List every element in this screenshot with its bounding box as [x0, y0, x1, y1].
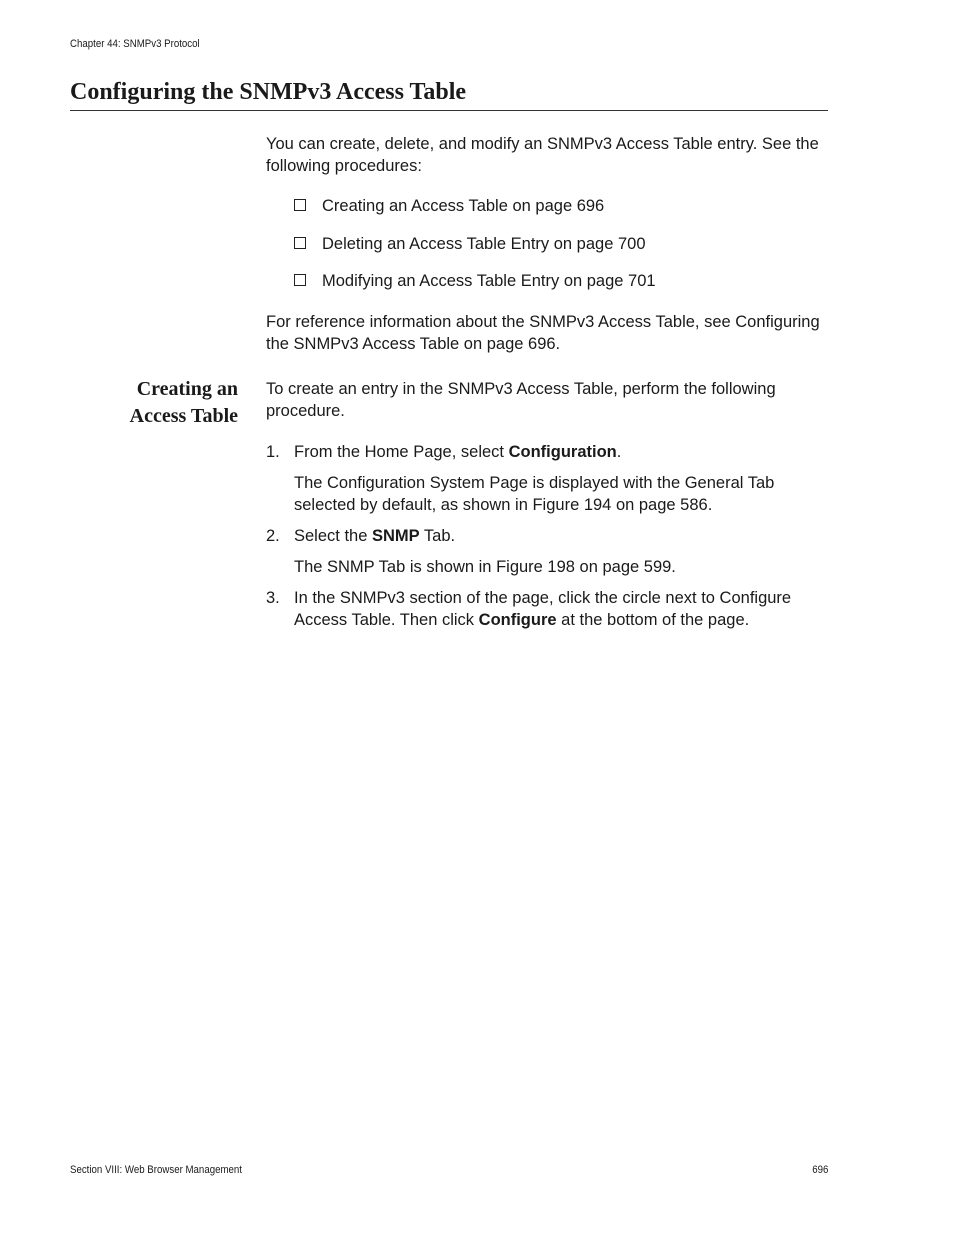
list-item-text: Deleting an Access Table Entry on page 700	[322, 235, 646, 253]
step-number: 1.	[266, 443, 280, 461]
step-number: 3.	[266, 589, 280, 607]
subsection-intro: To create an entry in the SNMPv3 Access Table, perform the following procedure.	[266, 380, 776, 420]
step-text: From the Home Page, select Configuration.	[294, 443, 622, 461]
ui-term: SNMP	[371, 527, 420, 545]
step-text: Select the SNMP Tab.	[294, 527, 456, 545]
running-footer: Section VIII: Web Browser Management	[70, 1164, 242, 1176]
step-number: 2.	[266, 527, 280, 545]
checkbox-bullet-icon	[294, 274, 306, 286]
intro-paragraph: You can create, delete, and modify an SNMPv3 Access Table entry. See the following procedures:	[266, 135, 819, 175]
page-number: 696	[811, 1164, 828, 1176]
subsection-heading	[70, 376, 238, 430]
subsection-heading-line: Creating an	[136, 378, 238, 400]
running-header: Chapter 44: SNMPv3 Protocol	[70, 38, 200, 50]
step-item	[266, 587, 828, 631]
list-item-text: Creating an Access Table on page 696	[322, 197, 605, 215]
checkbox-bullet-icon	[294, 237, 306, 249]
list-item-text: Modifying an Access Table Entry on page 701	[322, 272, 656, 290]
ui-term: Configure	[478, 611, 557, 629]
list-item	[294, 195, 828, 217]
reference-paragraph: For reference information about the SNMPv3 Access Table, see Configuring the SNMPv3 Access Table on page 696.	[266, 313, 820, 353]
list-item	[294, 270, 828, 292]
step-note: The Configuration System Page is displayed with the General Tab selected by default, as shown in Figure 194 on page 586.	[294, 474, 775, 514]
list-item	[294, 233, 828, 255]
checkbox-bullet-icon	[294, 199, 306, 211]
step-item	[266, 441, 828, 463]
ui-term: Configuration	[508, 443, 617, 461]
step-item	[266, 525, 828, 547]
subsection-heading-line: Access Table	[129, 405, 238, 427]
step-text: In the SNMPv3 section of the page, click the circle next to Configure Access Table. Then click Configure at the bottom of the page.	[294, 589, 792, 629]
section-title: Configuring the SNMPv3 Access Table	[70, 76, 828, 111]
step-note: The SNMP Tab is shown in Figure 198 on page 599.	[294, 558, 676, 576]
